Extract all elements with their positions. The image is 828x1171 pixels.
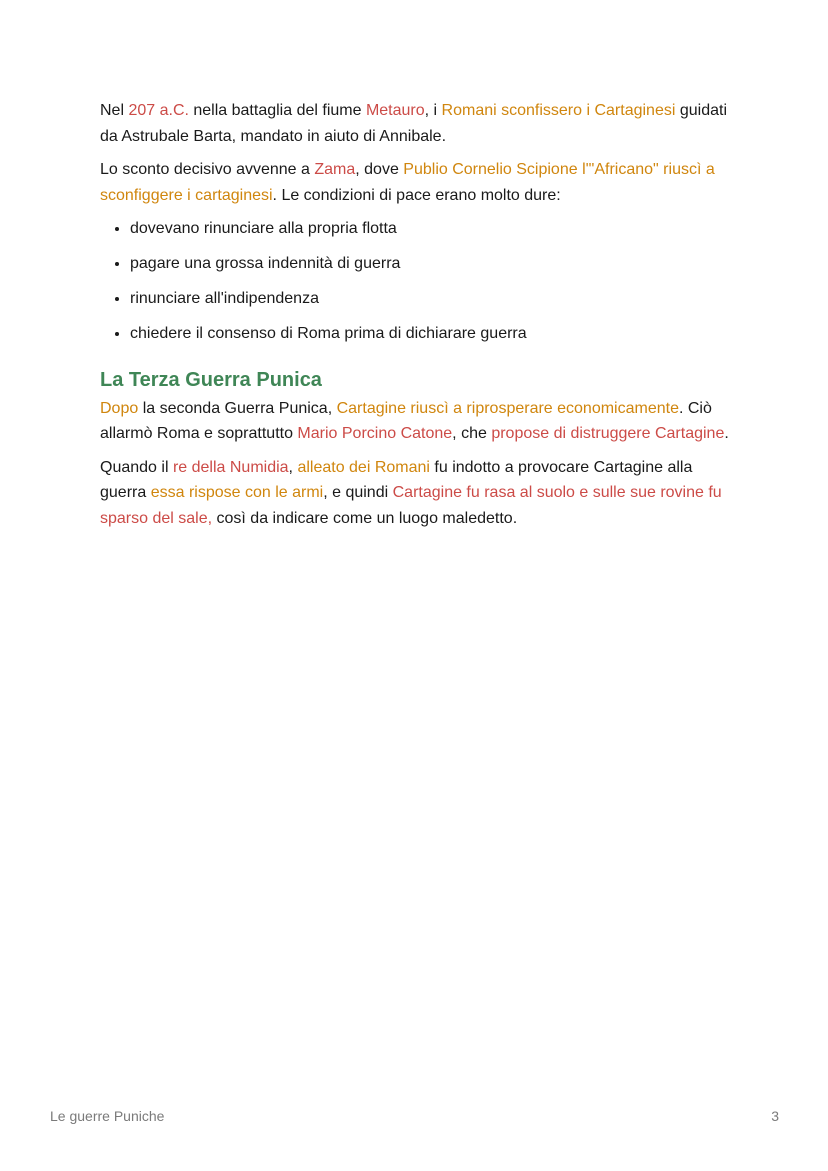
text-run: Quando il bbox=[100, 458, 173, 476]
highlight-person: re della Numidia bbox=[172, 458, 289, 476]
text-run: fu indotto a provocare Cartagine alla guerra bbox=[100, 458, 693, 501]
list-item: • rinunciare all'indipendenza bbox=[130, 286, 740, 312]
paragraph-catone bbox=[100, 396, 740, 447]
text-run: Lo sconto decisivo avvenne a bbox=[100, 161, 315, 178]
text-run: nella battaglia del fiume bbox=[188, 102, 366, 119]
text-run: . Ciò allarmò Roma e soprattutto bbox=[100, 399, 712, 442]
highlight-event: Romani sconfissero i Cartaginesi bbox=[441, 102, 676, 119]
highlight-event: alleato dei Romani bbox=[297, 458, 430, 476]
page-content bbox=[100, 98, 740, 539]
list-item: • dovevano rinunciare alla propria flotta bbox=[130, 216, 740, 242]
paragraph-numidia bbox=[100, 455, 740, 532]
text-run: guidati da Astrubale Barta, mandato in aiuto di Annibale. bbox=[100, 102, 727, 145]
highlight-date: 207 a.C. bbox=[128, 102, 189, 119]
text-run: . Le condizioni di pace erano molto dure: bbox=[272, 186, 561, 204]
paragraph-metauro bbox=[100, 98, 740, 149]
text-run: , dove bbox=[355, 161, 404, 178]
text-run: così da indicare come un luogo maledetto. bbox=[212, 509, 518, 527]
highlight-place: Metauro bbox=[365, 102, 425, 119]
list-item: • pagare una grossa indennità di guerra bbox=[130, 251, 740, 277]
section-heading: La Terza Guerra Punica bbox=[100, 368, 322, 391]
highlight-person: Mario Porcino Catone bbox=[297, 425, 453, 442]
text-run: , i bbox=[424, 102, 442, 119]
peace-conditions-list bbox=[100, 216, 740, 347]
list-item: • chiedere il consenso di Roma prima di dichiarare guerra bbox=[130, 321, 740, 347]
text-run: Nel bbox=[100, 102, 129, 119]
text-run: , e quindi bbox=[323, 484, 393, 501]
highlight-event: Publio Cornelio Scipione l'"Africano" riuscì a sconfiggere i cartaginesi bbox=[100, 161, 715, 204]
highlight-event: propose di distruggere Cartagine bbox=[491, 425, 725, 442]
highlight-place: Zama bbox=[314, 161, 356, 178]
paragraph-zama bbox=[100, 157, 740, 208]
highlight-event: Cartagine fu rasa al suolo e sulle sue rovine fu sparso del sale, bbox=[100, 484, 722, 527]
page-number: 3 bbox=[771, 1108, 779, 1124]
highlight-word: Dopo bbox=[100, 399, 139, 417]
highlight-event: essa rispose con le armi bbox=[150, 484, 324, 501]
text-run: , che bbox=[452, 425, 492, 442]
text-run: . bbox=[724, 425, 729, 442]
text-run: la seconda Guerra Punica, bbox=[138, 399, 337, 417]
highlight-event: Cartagine riuscì a riprosperare economicamente bbox=[336, 399, 679, 417]
footer-title: Le guerre Puniche bbox=[50, 1108, 165, 1124]
text-run: , bbox=[288, 458, 298, 476]
